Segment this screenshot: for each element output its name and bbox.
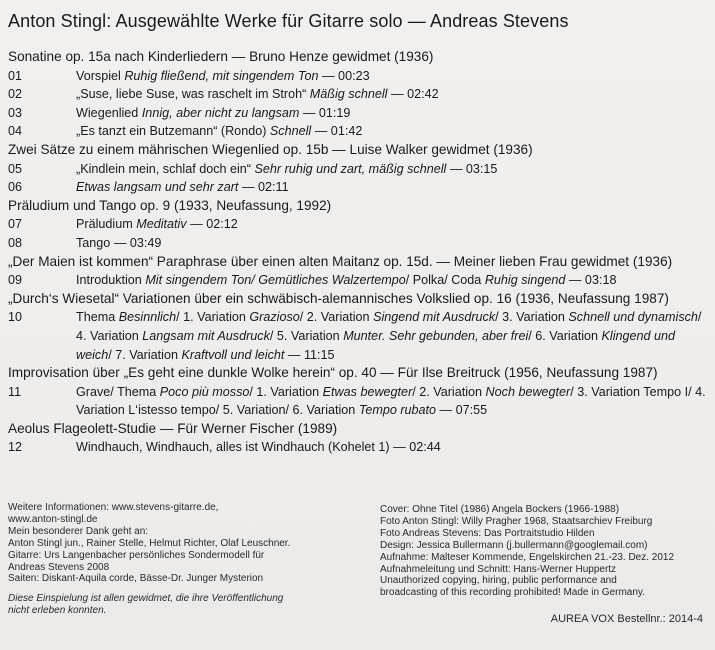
track-title: Wiegenlied: [76, 105, 142, 120]
track-row: [8, 215, 708, 234]
track-row: [8, 271, 708, 290]
credit-line: Design: Jessica Bullermann (j.bullermann@googlemail.com): [380, 539, 648, 551]
tempo-marking: Schnell: [269, 124, 312, 139]
track-duration: — 02:12: [190, 217, 238, 232]
track-number: 07: [8, 217, 23, 232]
track-number: 08: [8, 235, 23, 250]
dedication-line: Diese Einspielung ist allen gewidmet, die ihre Veröffentlichung: [8, 593, 284, 605]
work-title: Aeolus Flageolett-Studie — Für Werner Fischer (1989): [8, 420, 338, 436]
track-duration: — 02:11: [241, 180, 289, 195]
track-duration: — 02:44: [393, 440, 441, 455]
work-title: Zwei Sätze zu einem mährischen Wiegenlied op. 15b — Luise Walker gewidmet (1936): [8, 141, 533, 157]
credit-line: Foto Anton Stingl: Willy Pragher 1968, Staatsarchiev Freiburg: [380, 515, 653, 527]
track-description: [76, 85, 708, 104]
track-number: 01: [8, 68, 23, 83]
track-duration: — 01:42: [314, 124, 363, 139]
track-description: Introduktion Mit singendem Ton/ Gemütliches Walzertempo/ Polka/ Coda Ruhig singend — 03:18: [76, 273, 617, 288]
credit-line: broadcasting of this recording prohibited! Made in Germany.: [380, 587, 645, 599]
track-title: Tango: [76, 235, 114, 250]
track-row: [8, 85, 708, 104]
track-duration: — 02:42: [390, 87, 439, 102]
credits-left-lines: [8, 502, 338, 585]
order-number: AUREA VOX Bestellnr.: 2014-4: [550, 613, 703, 625]
track-row: [8, 383, 708, 420]
track-description: Thema Besinnlich/ 1. Variation Grazioso/ 2. Variation Singend mit Ausdruck/ 3. Variation Schnell und dynamisch/ 4. Variation Langsam mit Ausdruck/ 5. Variation Munter. Sehr gebunden, aber frei/ 6. Variation Klingend und weich/ 7. Variation Kraftvoll und leicht — 11:15: [76, 310, 702, 362]
work-title: Improvisation über „Es geht eine dunkle Wolke herein“ op. 40 — Für Ilse Breitruck (1956, Neufassung 1987): [8, 365, 658, 381]
track-number: 05: [8, 161, 23, 176]
credits-left: [8, 502, 338, 617]
track-title: Vorspiel: [76, 68, 125, 83]
work-title: Präludium und Tango op. 9 (1933, Neufassung, 1992): [8, 197, 332, 213]
track-number: 11: [8, 384, 22, 399]
track-number: 06: [8, 180, 23, 195]
track-duration: — 00:23: [321, 68, 370, 83]
track-title: Windhauch, Windhauch, alles ist Windhauch (Kohelet 1): [76, 440, 394, 455]
work-title: „Durch‘s Wiesetal“ Variationen über ein schwäbisch-alemannisches Volkslied op. 16 (1936, Neufassung 1987): [8, 290, 669, 306]
track-description: [76, 438, 708, 457]
work-title: Sonatine op. 15a nach Kinderliedern — Bruno Henze gewidmet (1936): [8, 49, 434, 64]
credit-line: Aufnahmeleitung und Schnitt: Hans-Werner Huppertz: [380, 563, 617, 575]
track-description: [76, 215, 708, 234]
track-duration: — 03:49: [113, 235, 162, 250]
track-number: 12: [8, 440, 23, 455]
track-number: 02: [8, 87, 23, 102]
track-number: 10: [8, 310, 23, 325]
dedication-line: nicht erleben konnten.: [8, 605, 107, 617]
track-description: [76, 67, 708, 86]
track-number: 03: [8, 105, 23, 120]
track-description: [76, 234, 708, 253]
tempo-marking: Mäßig schnell: [309, 87, 388, 102]
credit-line: www.anton-stingl.de: [8, 513, 98, 525]
tempo-marking: Innig, aber nicht zu langsam: [141, 105, 300, 120]
track-row: [8, 160, 708, 179]
track-number: 04: [8, 124, 23, 139]
tempo-marking: Etwas langsam und sehr zart: [76, 180, 239, 195]
credit-line: Saiten: Diskant-Aquila corde, Bässe-Dr. Junger Mysterion: [8, 573, 264, 585]
credits-right: [380, 504, 710, 599]
work-title: „Der Maien ist kommen“ Paraphrase über einen alten Maitanz op. 15d. — Meiner lieben Frau gewidmet (1936): [8, 253, 673, 269]
credit-line: Andreas Stevens 2008: [8, 561, 110, 573]
credit-line: Gitarre: Urs Langenbacher persönliches Sondermodell für: [8, 549, 265, 561]
track-description: [76, 122, 708, 141]
credit-line: Weitere Informationen: www.stevens-gitarre.de,: [8, 502, 219, 513]
track-description: [76, 160, 708, 179]
album-title: Anton Stingl: Ausgewählte Werke für Gitarre solo — Andreas Stevens: [8, 11, 569, 31]
tempo-marking: Ruhig fließend, mit singendem Ton: [124, 68, 319, 83]
credit-line: Aufnahme: Malteser Kommende, Engelskirchen 21.-23. Dez. 2012: [380, 551, 675, 563]
track-description: Grave/ Thema Poco più mosso/ 1. Variation Etwas bewegter/ 2. Variation Noch bewegter/ 3. Variation Tempo I/ 4. Variation L‘istesso tempo/ 5. Variation/ 6. Variation Tempo rubato — 07:55: [76, 384, 706, 418]
tracklist: [8, 48, 708, 457]
track-title: „Es tanzt ein Butzemann“ (Rondo): [76, 124, 270, 139]
track-duration: — 01:19: [302, 105, 351, 120]
track-row: [8, 178, 708, 197]
track-row: [8, 104, 708, 123]
credit-line: Anton Stingl jun., Rainer Stelle, Helmut Richter, Olaf Leuschner.: [8, 537, 291, 549]
track-duration: — 03:15: [449, 161, 498, 176]
credit-line: Unauthorized copying, hiring, public performance and: [380, 575, 617, 587]
tempo-marking: Sehr ruhig und zart, mäßig schnell: [254, 161, 447, 176]
track-description: [76, 104, 708, 123]
track-title: Präludium: [76, 217, 137, 232]
credit-line: Cover: Ohne Titel (1986) Angela Bockers (1966-1988): [380, 504, 620, 515]
track-row: [8, 122, 708, 141]
track-number: 09: [8, 273, 23, 288]
track-description: [76, 178, 708, 197]
credit-line: Foto Andreas Stevens: Das Portraitstudio Hilden: [380, 527, 595, 539]
dedication: [8, 593, 338, 617]
track-row: [8, 308, 708, 364]
tempo-marking: Meditativ: [136, 217, 187, 232]
track-title: „Kindlein mein, schlaf doch ein“: [76, 161, 255, 176]
credit-line: Mein besonderer Dank geht an:: [8, 525, 149, 537]
track-row: [8, 438, 708, 457]
track-row: [8, 234, 708, 253]
track-title: „Suse, liebe Suse, was raschelt im Stroh“: [76, 87, 310, 102]
track-row: [8, 67, 708, 86]
